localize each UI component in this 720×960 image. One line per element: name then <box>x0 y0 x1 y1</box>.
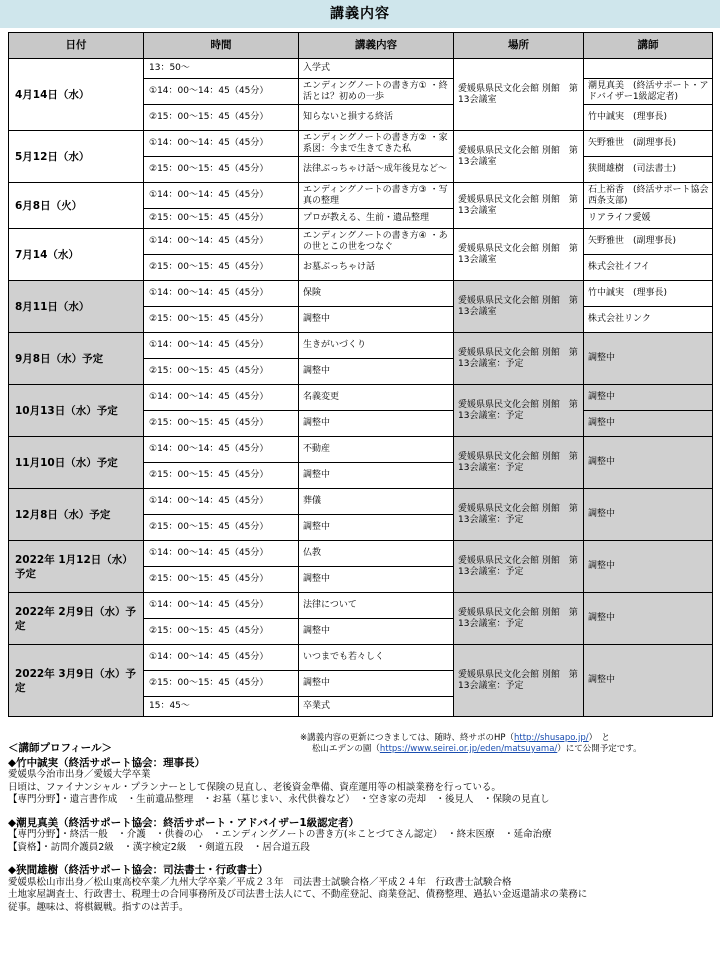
time-cell: ②15：00～15：45（45分） <box>144 463 299 489</box>
date-cell: 2022年 3月9日（水）予定 <box>9 645 144 717</box>
table-row <box>9 593 713 619</box>
time-cell: ①14：00～14：45（45分） <box>144 183 299 209</box>
header-time: 時間 <box>144 33 299 59</box>
content-cell: 知らないと損する終活 <box>299 105 454 131</box>
date-cell: 2022年 1月12日（水）予定 <box>9 541 144 593</box>
table-row <box>9 183 713 209</box>
content-cell: 保険 <box>299 281 454 307</box>
place-cell: 愛媛県県民文化会館 別館 第13会議室：予定 <box>454 437 584 489</box>
profile-text: 愛媛県松山市出身／松山東高校卒業／九州大学卒業／平成２３年 司法書士試験合格／平成２４年 行政書士試験合格 <box>8 876 512 888</box>
time-cell: ②15：00～15：45（45分） <box>144 411 299 437</box>
time-cell: ②15：00～15：45（45分） <box>144 209 299 229</box>
shusapo-link[interactable]: http://shusapo.jp/ <box>513 733 589 743</box>
profile-name-takenaka: ◆竹中誠実（終活サポート協会：理事長） <box>8 756 206 769</box>
note-text: ） と <box>588 733 610 743</box>
lecturer-cell: 株式会社イフイ <box>584 255 713 281</box>
content-cell: 生きがいづくり <box>299 333 454 359</box>
time-cell: ①14：00～14：45（45分） <box>144 229 299 255</box>
profile-text: 【専門分野】・遺言書作成 ・生前遺品整理 ・お墓（墓じまい、永代供養など） ・空き家の売却 ・後見人 ・保険の見直し <box>8 794 550 805</box>
lecturer-cell: 調整中 <box>584 385 713 411</box>
table-row <box>9 281 713 307</box>
content-cell: お墓ぶっちゃけ話 <box>299 255 454 281</box>
profile-text: 【専門分野】・終活一般 ・介護 ・供養の心 ・エンディングノートの書き方(＊ことづてさん認定） ・終末医療 ・延命治療 <box>8 829 552 840</box>
table-row <box>9 645 713 671</box>
time-cell: 15：45～ <box>144 697 299 717</box>
lecturer-cell <box>584 59 713 79</box>
content-cell: 調整中 <box>299 567 454 593</box>
content-cell: エンディングノートの書き方④ ・あの世とこの世をつなぐ <box>299 229 454 255</box>
lecturer-cell: 矢野雅世 (副理事長) <box>584 131 713 157</box>
content-cell: プロが教える、生前・遺品整理 <box>299 209 454 229</box>
place-cell: 愛媛県県民文化会館 別館 第13会議室 <box>454 281 584 333</box>
content-cell: 卒業式 <box>299 697 454 717</box>
date-cell: 4月14日（水） <box>9 59 144 131</box>
table-row <box>9 229 713 255</box>
lecturer-cell: 矢野雅世 (副理事長) <box>584 229 713 255</box>
profile-text: 土地家屋調査士、行政書士、税理士の合同事務所及び司法書士法人にて、不動産登記、商業登記、債務整理、過払い金返還請求の業務に <box>8 889 588 900</box>
content-cell: 不動産 <box>299 437 454 463</box>
lecturer-cell: 調整中 <box>584 437 713 489</box>
lecturer-cell: 調整中 <box>584 593 713 645</box>
content-cell: エンディングノートの書き方① ・終活とは？初めの一歩 <box>299 79 454 105</box>
time-cell: 13：50～ <box>144 59 299 79</box>
time-cell: ②15：00～15：45（45分） <box>144 255 299 281</box>
time-cell: ①14：00～14：45（45分） <box>144 645 299 671</box>
date-cell: 11月10日（水）予定 <box>9 437 144 489</box>
table-row <box>9 59 713 79</box>
table-header-row <box>9 33 713 59</box>
time-cell: ①14：00～14：45（45分） <box>144 489 299 515</box>
header-place: 場所 <box>454 33 584 59</box>
date-cell: 12月8日（水）予定 <box>9 489 144 541</box>
date-cell: 2022年 2月9日（水）予定 <box>9 593 144 645</box>
date-cell: 8月11日（水） <box>9 281 144 333</box>
content-cell: 調整中 <box>299 463 454 489</box>
place-cell: 愛媛県県民文化会館 別館 第13会議室：予定 <box>454 645 584 717</box>
profile-name-hazama: ◆狭間雄樹（終活サポート協会：司法書士・行政書士） <box>8 864 269 876</box>
lecturer-cell: 調整中 <box>584 411 713 437</box>
place-cell: 愛媛県県民文化会館 別館 第13会議室 <box>454 229 584 281</box>
header-date: 日付 <box>9 33 144 59</box>
place-cell: 愛媛県県民文化会館 別館 第13会議室：予定 <box>454 593 584 645</box>
content-cell: 法律について <box>299 593 454 619</box>
content-cell: 調整中 <box>299 411 454 437</box>
table-row <box>9 333 713 359</box>
note-text: ）にて公開予定です。 <box>557 744 642 754</box>
content-cell: 入学式 <box>299 59 454 79</box>
lecturer-cell: 調整中 <box>584 645 713 717</box>
content-cell: 調整中 <box>299 619 454 645</box>
content-cell: 名義変更 <box>299 385 454 411</box>
content-cell: いつまでも若々しく <box>299 645 454 671</box>
lecturer-cell: 調整中 <box>584 489 713 541</box>
time-cell: ①14：00～14：45（45分） <box>144 437 299 463</box>
lecturer-cell: 石上裕香 (終活サポート協会西条支部) <box>584 183 713 209</box>
time-cell: ②15：00～15：45（45分） <box>144 359 299 385</box>
page-title: 講義内容 <box>0 0 720 28</box>
profile-name-shiomi: ◆潮見真美（終活サポート協会：終活サポート・アドバイザー1級認定者） <box>8 816 360 829</box>
lecturer-cell: 潮見真美 (終活サポート・アドバイザー1級認定者) <box>584 79 713 105</box>
eden-link[interactable]: https://www.seirei.or.jp/eden/matsuyama/ <box>379 744 558 754</box>
profile-text: 【資格】・訪問介護員2級 ・漢字検定2級 ・剣道五段 ・居合道五段 <box>8 841 310 853</box>
note-text: ※講義内容の更新につきましては、随時、終サポのHP（ <box>300 733 514 743</box>
lecturer-cell: 調整中 <box>584 333 713 385</box>
table-row <box>9 437 713 463</box>
header-lecturer: 講師 <box>584 33 713 59</box>
place-cell: 愛媛県県民文化会館 別館 第13会議室 <box>454 59 584 131</box>
place-cell: 愛媛県県民文化会館 別館 第13会議室 <box>454 131 584 183</box>
time-cell: ②15：00～15：45（45分） <box>144 515 299 541</box>
lecturer-cell: 狭間雄樹 (司法書士) <box>584 157 713 183</box>
place-cell: 愛媛県県民文化会館 別館 第13会議室：予定 <box>454 385 584 437</box>
lecturer-cell: 竹中誠実 (理事長) <box>584 281 713 307</box>
date-cell: 7月14（水） <box>9 229 144 281</box>
lecturer-cell: リアライフ愛媛 <box>584 209 713 229</box>
time-cell: ②15：00～15：45（45分） <box>144 567 299 593</box>
date-cell: 9月8日（水）予定 <box>9 333 144 385</box>
profile-text: 従事。趣味は、将棋観戦。指すのは苦手。 <box>8 901 189 913</box>
profile-text: 愛媛県今治市出身／愛媛大学卒業 <box>8 769 151 780</box>
lecturer-profiles <box>8 742 714 914</box>
content-cell: 葬儀 <box>299 489 454 515</box>
lecturer-cell: 株式会社リンク <box>584 307 713 333</box>
content-cell: 仏教 <box>299 541 454 567</box>
date-cell: 6月8日（火） <box>9 183 144 229</box>
content-cell: 調整中 <box>299 671 454 697</box>
profile-text: 日頃は、ファイナンシャル・プランナーとして保険の見直し、老後資金準備、資産運用等の相談業務を行っている。 <box>8 781 501 793</box>
place-cell: 愛媛県県民文化会館 別館 第13会議室 <box>454 183 584 229</box>
time-cell: ①14：00～14：45（45分） <box>144 541 299 567</box>
lecturer-cell: 竹中誠実 (理事長) <box>584 105 713 131</box>
content-cell: 調整中 <box>299 359 454 385</box>
time-cell: ①14：00～14：45（45分） <box>144 593 299 619</box>
table-row <box>9 131 713 157</box>
profile-heading: ＜講師プロフィール＞ <box>8 742 112 754</box>
content-cell: 調整中 <box>299 515 454 541</box>
time-cell: ②15：00～15：45（45分） <box>144 307 299 333</box>
place-cell: 愛媛県県民文化会館 別館 第13会議室：予定 <box>454 541 584 593</box>
date-cell: 10月13日（水）予定 <box>9 385 144 437</box>
place-cell: 愛媛県県民文化会館 別館 第13会議室：予定 <box>454 333 584 385</box>
content-cell: 法律ぶっちゃけ話～成年後見など～ <box>299 157 454 183</box>
time-cell: ①14：00～14：45（45分） <box>144 79 299 105</box>
content-cell: エンディングノートの書き方② ・家系図：今まで生きてきた私 <box>299 131 454 157</box>
time-cell: ①14：00～14：45（45分） <box>144 131 299 157</box>
time-cell: ①14：00～14：45（45分） <box>144 333 299 359</box>
lecture-schedule-table <box>8 32 713 717</box>
time-cell: ②15：00～15：45（45分） <box>144 671 299 697</box>
time-cell: ②15：00～15：45（45分） <box>144 619 299 645</box>
date-cell: 5月12日（水） <box>9 131 144 183</box>
content-cell: 調整中 <box>299 307 454 333</box>
header-content: 講義内容 <box>299 33 454 59</box>
table-row <box>9 489 713 515</box>
time-cell: ①14：00～14：45（45分） <box>144 281 299 307</box>
content-cell: エンディングノートの書き方③ ・写真の整理 <box>299 183 454 209</box>
time-cell: ①14：00～14：45（45分） <box>144 385 299 411</box>
note-text: 松山エデンの園（ <box>312 744 380 754</box>
time-cell: ②15：00～15：45（45分） <box>144 157 299 183</box>
table-row <box>9 385 713 411</box>
table-row <box>9 541 713 567</box>
place-cell: 愛媛県県民文化会館 別館 第13会議室：予定 <box>454 489 584 541</box>
lecturer-cell: 調整中 <box>584 541 713 593</box>
time-cell: ②15：00～15：45（45分） <box>144 105 299 131</box>
